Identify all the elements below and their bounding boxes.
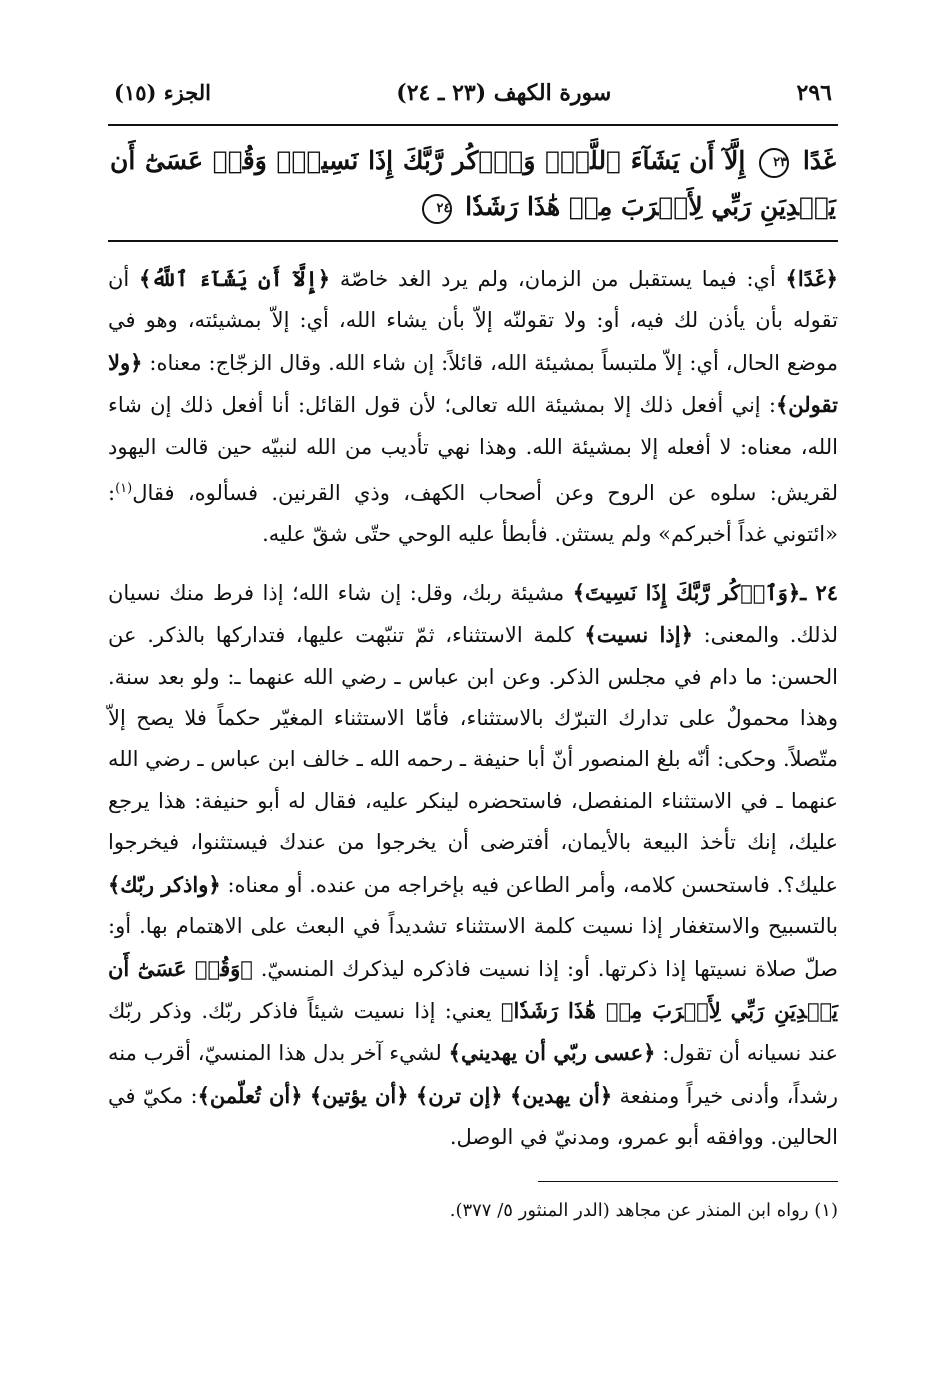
verse-text: غَدًا (802, 146, 836, 175)
page-number: ٢٩٦ (796, 80, 832, 106)
footnote-number: (١) (814, 1199, 838, 1221)
footnote-divider (538, 1181, 838, 1182)
commentary-text: مشيئة ربك، وقل: إن شاء الله؛ إذا فرط منك نسيان لذلك. والمعنى: (108, 580, 838, 648)
quoted-phrase: ﴿واذكر ربّك﴾ (108, 871, 221, 897)
quoted-phrase: ﴿عسى ربّي أن يهديني﴾ (448, 1040, 656, 1066)
verse-number: ٢٤ ـ (800, 579, 838, 605)
verse-text: لِأَقۡرَبَ مِنۡ هَٰذَا رَشَدٗا (465, 192, 703, 221)
commentary-paragraph (108, 258, 838, 556)
page-header (108, 80, 838, 120)
quoted-phrase: ﴿أن تُعلّمن﴾ (197, 1082, 303, 1108)
commentary-text: أن تقوله بأن يأذن لك فيه، أو: ولا تقولنّه إلاّ بأن يشاء الله، أي: إلاّ بمشيئته، وهو في موضع الحال، أي: إلاّ ملتبساً بمشيئة الله، قائلاً: إن شاء الله. وقال الزجّاج: معناه: (108, 267, 838, 375)
verse-divider (108, 240, 838, 242)
footnote-reference: (١) (115, 481, 133, 497)
quoted-phrase: ﴿أن يهدين﴾ (509, 1082, 613, 1108)
quoted-phrase: ﴿غَدًا﴾ (785, 266, 838, 291)
commentary-text: : إني أفعل ذلك إلا بمشيئة الله تعالى؛ لأن قول القائل: أنا أفعل ذلك إن شاء الله، معناه: لا أفعله إلا بمشيئة الله. وهذا نهي تأديب من الله لنبيّه حين قالت اليهود لقريش: سلوه عن الروح وعن أصحاب الكهف، وذي القرنين. فسألوه، فقال (108, 393, 838, 506)
verse-text: إِلَّآ أَن يَشَآءَ ٱللَّهُۚ وَٱذۡكُر رَّبَّكَ إِذَا نَسِيتَۚ وَقُلۡ عَسَىٰٓ أَن يَهۡدِيَنِ رَبِّي (110, 146, 836, 221)
book-page (108, 80, 838, 1226)
commentary-text: يعني: إذا نسيت شيئاً فاذكر ربّك. وذكر ربّك عند نسيانه أن تقول: (108, 998, 838, 1066)
footnote-text: رواه ابن المنذر عن مجاهد (الدر المنثور ٥/ ٣٧٧). (449, 1199, 809, 1221)
tafsir-commentary (108, 258, 838, 1159)
commentary-text: : «ائتوني غداً أخبركم» ولم يستثن. فأبطأ عليه الوحي حتّى شقّ عليه. (108, 481, 838, 547)
commentary-text: : مكيّ في الحالين. ووافقه أبو عمرو، ومدنيّ في الوصل. (108, 1083, 838, 1150)
juz-label: الجزء (١٥) (114, 80, 212, 105)
quoted-phrase: ﴿أن يؤتين﴾ (309, 1082, 409, 1108)
ayah-number-marker: ٢٤ (422, 194, 452, 224)
quoted-phrase: ﴿إذا نسيت﴾ (584, 622, 693, 648)
quoted-phrase: ﴿وَٱذۡكُر رَّبَّكَ إِذَا نَسِيتَ﴾ (572, 579, 801, 605)
commentary-text: أي: فيما يستقبل من الزمان، ولم يرد الغد خاصّة (330, 267, 786, 291)
quoted-phrase: ﴿إِلَّآ أَن يَشَآءَ ٱللَّهُ﴾ (139, 266, 331, 291)
commentary-text: بالتسبيح والاستغفار إذا نسيت كلمة الاستثناء تشديداً في البعث على الاهتمام بها. أو: صلّ صلاة نسيتها إذا ذكرتها. أو: إذا نسيت فاذكره ليذكرك المنسيّ. (108, 914, 839, 981)
header-divider (108, 124, 838, 126)
commentary-text: لشيء آخر بدل هذا المنسيّ، أقرب منه رشداً، وأدنى خيراً ومنفعة (108, 1041, 838, 1108)
quran-verse-block (108, 138, 838, 230)
ayah-number-marker: ٢٣ (759, 148, 789, 178)
footnote (108, 1196, 838, 1226)
commentary-paragraph (108, 572, 838, 1159)
quoted-phrase: ﴿وَقُلۡ عَسَىٰٓ أَن يَهۡدِيَنِ رَبِّي لِأَقۡرَبَ مِنۡ هَٰذَا رَشَدٗا﴾ (108, 955, 838, 1023)
quoted-phrase: ﴿إن ترن﴾ (415, 1082, 503, 1108)
commentary-text: كلمة الاستثناء، ثمّ تنبّهت عليها، فتداركها بالذكر. عن الحسن: ما دام في مجلس الذكر. وعن ابن عباس ـ رضي الله عنهما ـ: ولو بعد سنة. وهذا محمولٌ على تدارك التبرّك بالاستثناء، فأمّا الاستثناء المغيّر حكماً فلا يصح إلاّ متّصلاً. وحكى: أنّه بلغ المنصور أنّ أبا حنيفة ـ رحمه الله ـ خالف ابن عباس ـ رضي الله عنهما ـ في الاستثناء المنفصل، فاستحضره لينكر عليه، فقال له أبو حنيفة: هذا يرجع عليك، إنك تأخذ البيعة بالأيمان، أفترضى أن يخرجوا من عندك فيستثنوا، فيخرجوا عليك؟. فاستحسن كلامه، وأمر الطاعن فيه بإخراجه من عنده. أو معناه: (108, 623, 838, 897)
surah-title: سورة الكهف (٢٣ ـ ٢٤) (396, 80, 612, 106)
quoted-phrase: ﴿ولا تقولن﴾ (108, 349, 838, 418)
